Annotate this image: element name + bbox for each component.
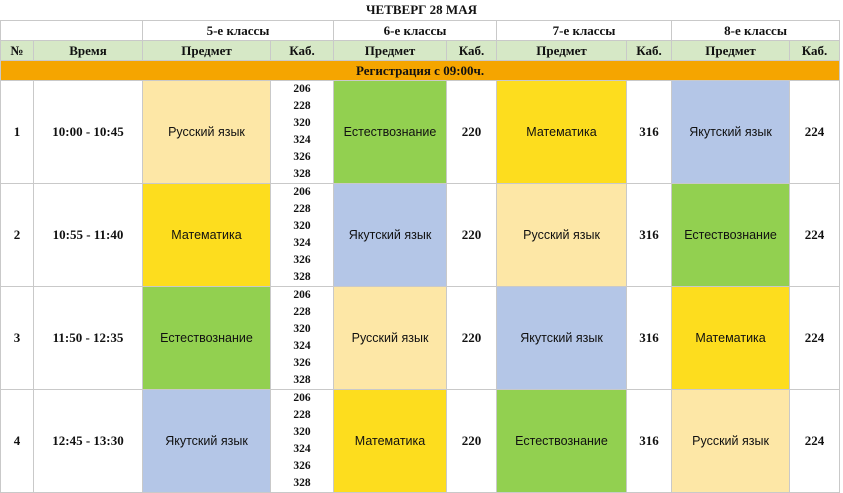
lesson-number: 3 bbox=[1, 287, 34, 390]
lesson-time: 12:45 - 13:30 bbox=[34, 390, 143, 493]
room-number: 326 bbox=[293, 254, 311, 266]
rooms-5 bbox=[271, 390, 334, 493]
col-header-room: Каб. bbox=[271, 41, 334, 61]
group-header-8: 8-е классы bbox=[672, 21, 840, 41]
subject-6: Якутский язык bbox=[334, 184, 447, 287]
table-row bbox=[1, 287, 840, 390]
group-header-row bbox=[1, 21, 840, 41]
room-number: 328 bbox=[293, 168, 311, 180]
col-header-subject: Предмет bbox=[334, 41, 447, 61]
room-number: 320 bbox=[293, 323, 311, 335]
room-number: 228 bbox=[293, 306, 311, 318]
table-row bbox=[1, 184, 840, 287]
room-number: 326 bbox=[293, 460, 311, 472]
room-number: 324 bbox=[293, 134, 311, 146]
subject-7: Якутский язык bbox=[497, 287, 627, 390]
subject-7: Русский язык bbox=[497, 184, 627, 287]
room-7: 316 bbox=[627, 390, 672, 493]
room-8: 224 bbox=[790, 390, 840, 493]
subject-5: Математика bbox=[143, 184, 271, 287]
room-number: 206 bbox=[293, 83, 311, 95]
room-number: 228 bbox=[293, 100, 311, 112]
room-number: 228 bbox=[293, 203, 311, 215]
room-number: 206 bbox=[293, 186, 311, 198]
table-row bbox=[1, 390, 840, 493]
page-title: ЧЕТВЕРГ 28 МАЯ bbox=[366, 2, 477, 17]
lesson-number: 1 bbox=[1, 81, 34, 184]
lesson-number: 2 bbox=[1, 184, 34, 287]
room-number: 228 bbox=[293, 409, 311, 421]
room-number: 320 bbox=[293, 117, 311, 129]
col-header-subject: Предмет bbox=[143, 41, 271, 61]
registration-banner: Регистрация с 09:00ч. bbox=[1, 61, 840, 81]
room-number: 206 bbox=[293, 392, 311, 404]
room-8: 224 bbox=[790, 287, 840, 390]
subject-8: Якутский язык bbox=[672, 81, 790, 184]
subject-8: Естествознание bbox=[672, 184, 790, 287]
room-number: 328 bbox=[293, 374, 311, 386]
room-number: 328 bbox=[293, 477, 311, 489]
room-number: 328 bbox=[293, 271, 311, 283]
room-number: 326 bbox=[293, 357, 311, 369]
table-row bbox=[1, 81, 840, 184]
col-header-num: № bbox=[1, 41, 34, 61]
subject-6: Русский язык bbox=[334, 287, 447, 390]
room-number: 320 bbox=[293, 426, 311, 438]
room-number: 320 bbox=[293, 220, 311, 232]
rooms-5 bbox=[271, 81, 334, 184]
room-number: 324 bbox=[293, 340, 311, 352]
subject-6: Математика bbox=[334, 390, 447, 493]
blank-header-cell bbox=[1, 21, 143, 41]
col-header-subject: Предмет bbox=[672, 41, 790, 61]
rooms-5 bbox=[271, 184, 334, 287]
room-6: 220 bbox=[447, 287, 497, 390]
room-8: 224 bbox=[790, 81, 840, 184]
rooms-5 bbox=[271, 287, 334, 390]
col-header-room: Каб. bbox=[790, 41, 840, 61]
room-number: 206 bbox=[293, 289, 311, 301]
subject-8: Русский язык bbox=[672, 390, 790, 493]
lesson-number: 4 bbox=[1, 390, 34, 493]
subject-5: Русский язык bbox=[143, 81, 271, 184]
subject-5: Естествознание bbox=[143, 287, 271, 390]
group-header-6: 6-е классы bbox=[334, 21, 497, 41]
room-6: 220 bbox=[447, 81, 497, 184]
room-8: 224 bbox=[790, 184, 840, 287]
lesson-time: 10:00 - 10:45 bbox=[34, 81, 143, 184]
lesson-time: 10:55 - 11:40 bbox=[34, 184, 143, 287]
room-7: 316 bbox=[627, 81, 672, 184]
group-header-5: 5-е классы bbox=[143, 21, 334, 41]
subject-6: Естествознание bbox=[334, 81, 447, 184]
column-header-row bbox=[1, 41, 840, 61]
room-number: 324 bbox=[293, 443, 311, 455]
room-7: 316 bbox=[627, 287, 672, 390]
registration-row bbox=[1, 61, 840, 81]
col-header-time: Время bbox=[34, 41, 143, 61]
schedule-table bbox=[0, 20, 840, 493]
room-number: 326 bbox=[293, 151, 311, 163]
group-header-7: 7-е классы bbox=[497, 21, 672, 41]
lesson-time: 11:50 - 12:35 bbox=[34, 287, 143, 390]
subject-5: Якутский язык bbox=[143, 390, 271, 493]
room-6: 220 bbox=[447, 390, 497, 493]
col-header-room: Каб. bbox=[627, 41, 672, 61]
subject-7: Математика bbox=[497, 81, 627, 184]
room-7: 316 bbox=[627, 184, 672, 287]
subject-7: Естествознание bbox=[497, 390, 627, 493]
col-header-room: Каб. bbox=[447, 41, 497, 61]
room-6: 220 bbox=[447, 184, 497, 287]
subject-8: Математика bbox=[672, 287, 790, 390]
room-number: 324 bbox=[293, 237, 311, 249]
col-header-subject: Предмет bbox=[497, 41, 627, 61]
